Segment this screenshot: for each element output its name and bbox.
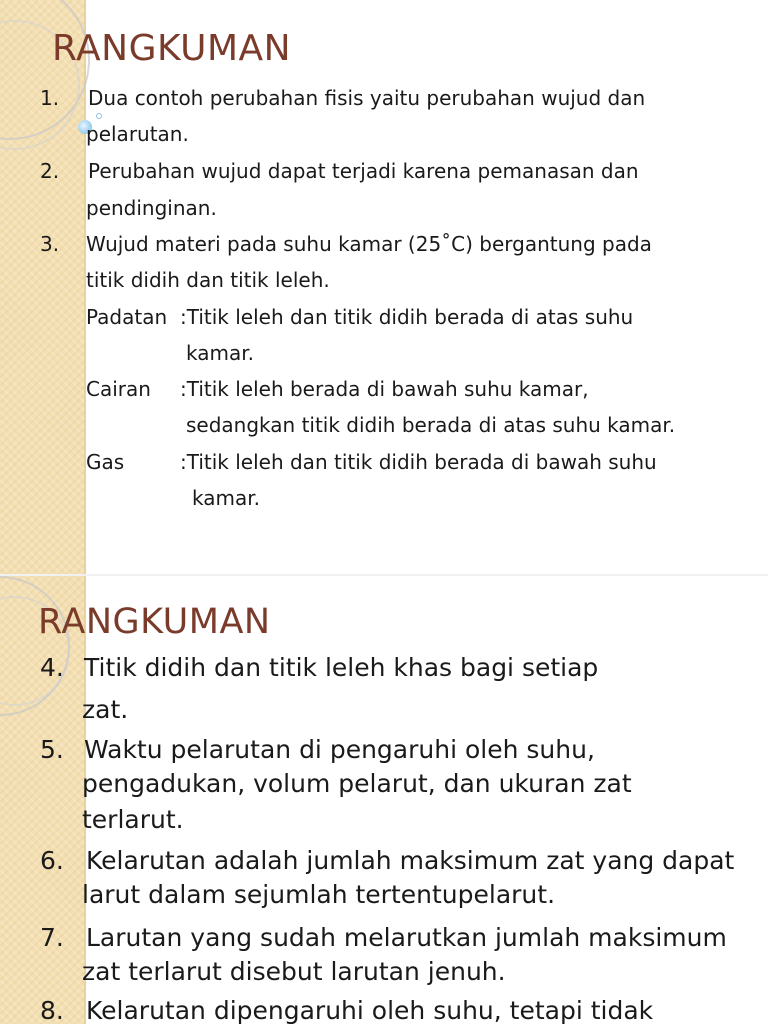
list-number: 3. — [40, 232, 60, 256]
list-item-line: Kelarutan adalah jumlah maksimum zat yang dapat — [86, 846, 735, 875]
list-number: 6. — [40, 846, 64, 875]
list-item-line: Dua contoh perubahan fisis yaitu perubahan wujud dan — [88, 86, 646, 110]
list-number: 4. — [40, 653, 64, 682]
list-number: 7. — [40, 923, 64, 952]
list-item-line: Kelarutan dipengaruhi oleh suhu, tetapi tidak — [86, 996, 654, 1024]
slide-title: RANGKUMAN — [38, 602, 271, 642]
list-item-line: pendinginan. — [86, 196, 217, 220]
list-item-line: zat. — [82, 695, 129, 724]
list-item-line: Perubahan wujud dapat terjadi karena pemanasan dan — [88, 159, 639, 183]
list-number: 1. — [40, 86, 60, 110]
state-description: sedangkan titik didih berada di atas suhu kamar. — [186, 413, 676, 437]
state-label: Gas — [86, 450, 125, 474]
list-item-line: terlarut. — [82, 805, 184, 834]
state-description: :Titik leleh dan titik didih berada di atas suhu — [180, 305, 634, 329]
state-description: kamar. — [186, 341, 254, 365]
state-label: Padatan — [86, 305, 168, 329]
decorative-small-dot-icon — [96, 113, 102, 119]
list-item-line: Larutan yang sudah melarutkan jumlah maksimum — [86, 923, 727, 952]
state-description: :Titik leleh berada di bawah suhu kamar, — [180, 377, 589, 401]
list-item-line: pelarutan. — [86, 122, 189, 146]
list-item-line: pengadukan, volum pelarut, dan ukuran zat — [82, 769, 632, 798]
state-description: kamar. — [192, 486, 260, 510]
state-description: :Titik leleh dan titik didih berada di bawah suhu — [180, 450, 657, 474]
slide-2 — [0, 576, 768, 1024]
list-number: 8. — [40, 996, 64, 1024]
list-item-line: Wujud materi pada suhu kamar (25˚C) bergantung pada — [86, 232, 652, 256]
list-item-line: larut dalam sejumlah tertentupelarut. — [82, 880, 556, 909]
slide-title: RANGKUMAN — [52, 28, 292, 69]
list-item-line: Titik didih dan titik leleh khas bagi setiap — [84, 653, 599, 682]
list-number: 2. — [40, 159, 60, 183]
state-label: Cairan — [86, 377, 151, 401]
list-item-line: zat terlarut disebut larutan jenuh. — [82, 957, 506, 986]
list-number: 5. — [40, 735, 64, 764]
list-item-line: Waktu pelarutan di pengaruhi oleh suhu, — [84, 735, 595, 764]
list-item-line: titik didih dan titik leleh. — [86, 268, 330, 292]
